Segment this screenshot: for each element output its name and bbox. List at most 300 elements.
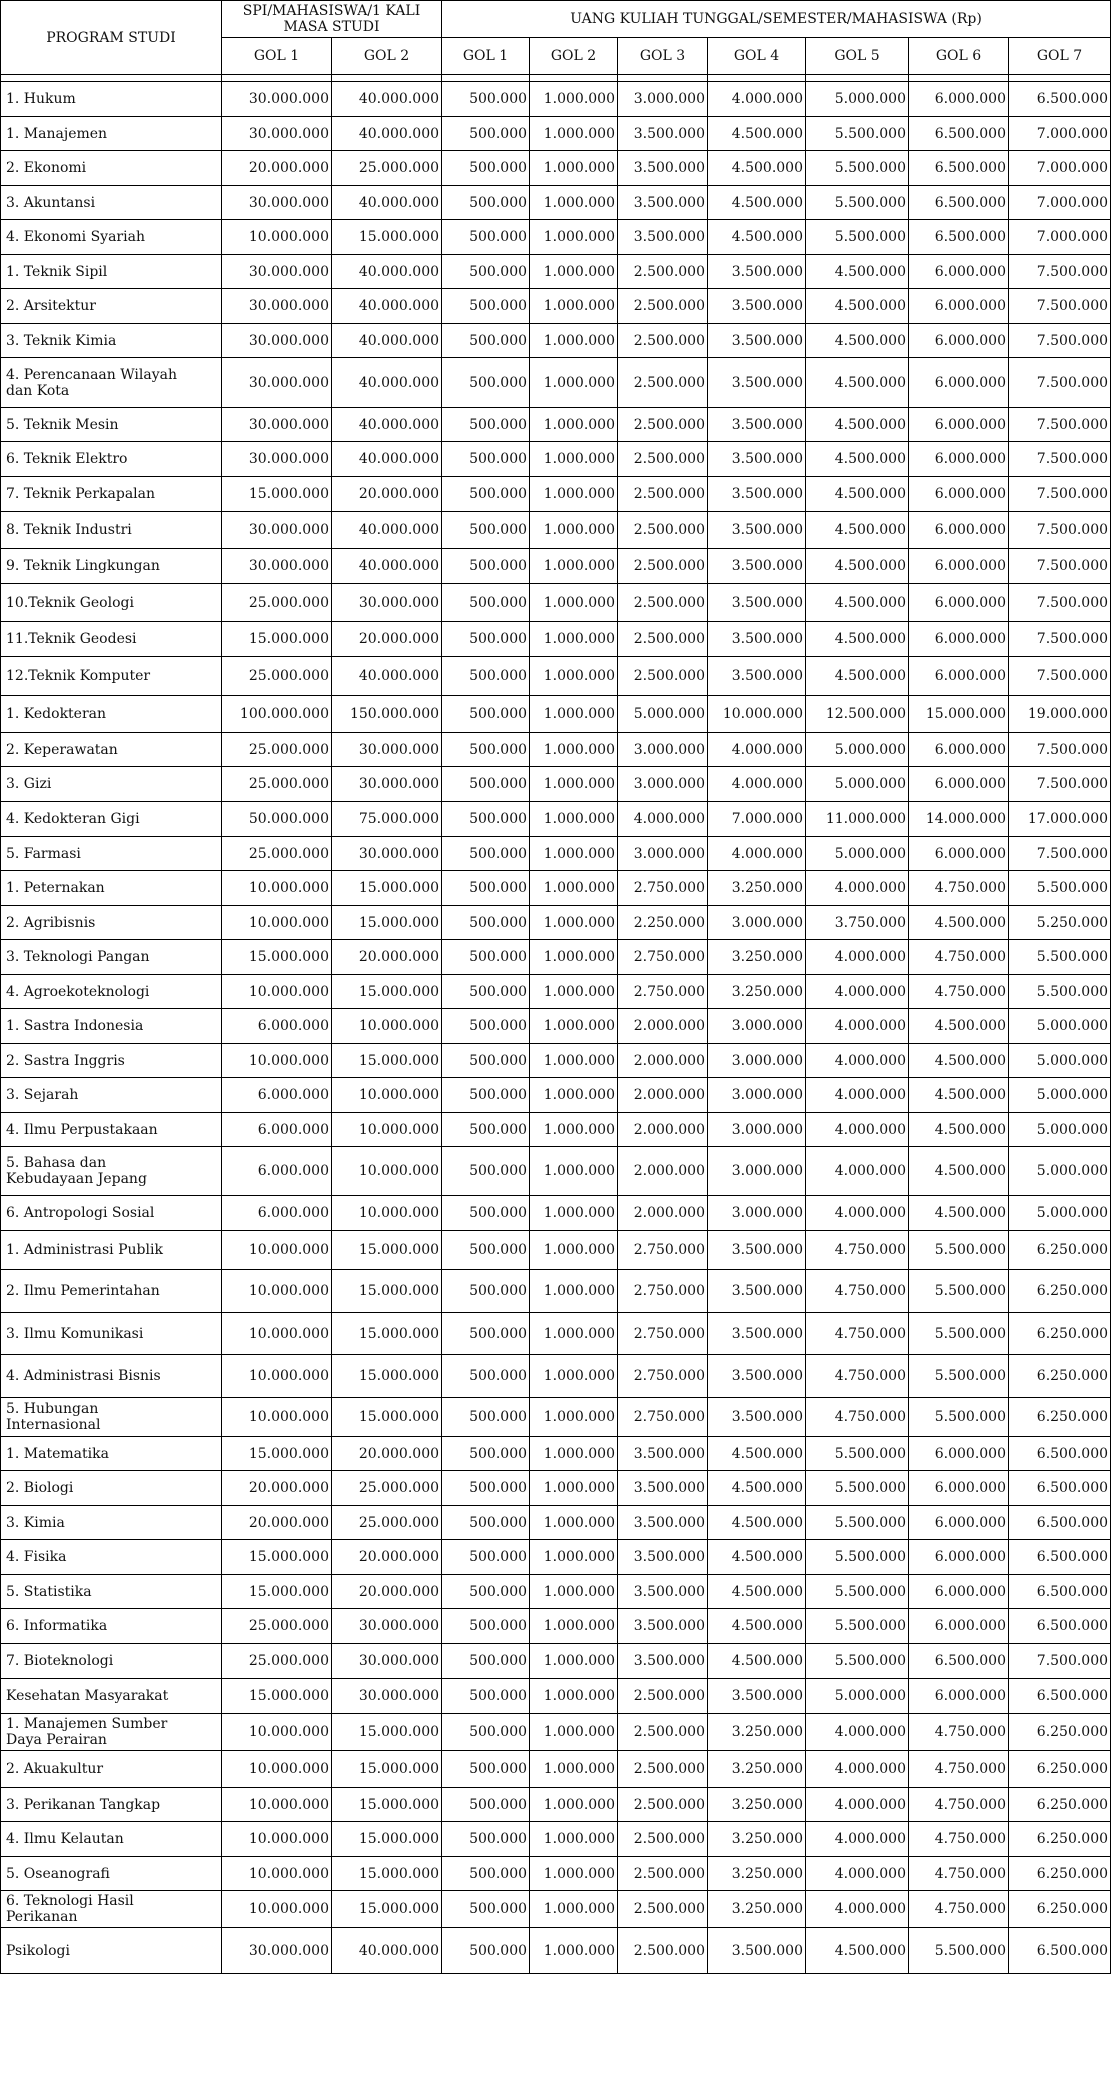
program-name-cell: 2. Agribisnis [1, 906, 222, 940]
ukt-value-cell: 5.000.000 [1009, 1113, 1111, 1147]
table-row [1, 940, 1111, 975]
spi-value-cell: 15.000.000 [332, 1891, 442, 1928]
ukt-value-cell: 6.000.000 [909, 767, 1009, 802]
ukt-value-cell: 5.000.000 [806, 837, 909, 871]
spi-value-cell: 40.000.000 [332, 255, 442, 289]
ukt-value-cell: 4.750.000 [909, 1891, 1009, 1928]
ukt-value-cell: 6.500.000 [1009, 1471, 1111, 1506]
ukt-value-cell: 4.500.000 [708, 186, 806, 220]
table-row [1, 975, 1111, 1009]
ukt-value-cell: 1.000.000 [530, 1231, 618, 1270]
table-row [1, 1313, 1111, 1355]
ukt-value-cell: 6.500.000 [1009, 1928, 1111, 1974]
ukt-value-cell: 2.500.000 [618, 289, 708, 324]
program-name-cell: 6. Teknik Elektro [1, 442, 222, 477]
spi-value-cell: 25.000.000 [332, 151, 442, 186]
table-row [1, 1506, 1111, 1540]
table-row [1, 324, 1111, 358]
ukt-value-cell: 3.500.000 [618, 186, 708, 220]
ukt-value-cell: 6.000.000 [909, 1540, 1009, 1575]
table-row [1, 1540, 1111, 1575]
ukt-value-cell: 15.000.000 [909, 696, 1009, 733]
ukt-value-cell: 6.000.000 [909, 442, 1009, 477]
spi-value-cell: 20.000.000 [332, 622, 442, 657]
spi-value-cell: 10.000.000 [222, 1355, 332, 1398]
ukt-value-cell: 3.250.000 [708, 1891, 806, 1928]
ukt-value-cell: 5.500.000 [909, 1355, 1009, 1398]
ukt-value-cell: 10.000.000 [708, 696, 806, 733]
ukt-value-cell: 1.000.000 [530, 1506, 618, 1540]
ukt-value-cell: 500.000 [442, 255, 530, 289]
ukt-value-cell: 3.250.000 [708, 1751, 806, 1788]
ukt-value-cell: 4.500.000 [909, 1147, 1009, 1196]
ukt-value-cell: 6.000.000 [909, 408, 1009, 442]
spi-value-cell: 30.000.000 [332, 733, 442, 767]
table-row [1, 1044, 1111, 1078]
ukt-value-cell: 4.500.000 [806, 477, 909, 512]
ukt-value-cell: 4.500.000 [708, 1644, 806, 1679]
ukt-value-cell: 4.750.000 [909, 1788, 1009, 1822]
program-name-cell: 2. Sastra Inggris [1, 1044, 222, 1078]
ukt-value-cell: 500.000 [442, 408, 530, 442]
ukt-value-cell: 6.000.000 [909, 549, 1009, 584]
ukt-value-cell: 6.000.000 [909, 255, 1009, 289]
program-name-cell: 4. Agroekoteknologi [1, 975, 222, 1009]
ukt-value-cell: 2.000.000 [618, 1044, 708, 1078]
ukt-value-cell: 500.000 [442, 1857, 530, 1891]
ukt-value-cell: 1.000.000 [530, 1788, 618, 1822]
ukt-value-cell: 500.000 [442, 1270, 530, 1313]
ukt-value-cell: 2.000.000 [618, 1147, 708, 1196]
ukt-value-cell: 6.250.000 [1009, 1714, 1111, 1751]
ukt-value-cell: 14.000.000 [909, 802, 1009, 837]
ukt-value-cell: 3.500.000 [708, 477, 806, 512]
ukt-value-cell: 4.000.000 [708, 837, 806, 871]
spi-value-cell: 20.000.000 [222, 1506, 332, 1540]
table-row [1, 1471, 1111, 1506]
ukt-value-cell: 3.250.000 [708, 975, 806, 1009]
ukt-value-cell: 3.250.000 [708, 1822, 806, 1857]
ukt-value-cell: 500.000 [442, 1575, 530, 1609]
spi-value-cell: 30.000.000 [332, 1644, 442, 1679]
ukt-value-cell: 5.500.000 [806, 186, 909, 220]
ukt-value-cell: 500.000 [442, 767, 530, 802]
ukt-value-cell: 4.500.000 [806, 358, 909, 408]
ukt-value-cell: 6.500.000 [1009, 1437, 1111, 1471]
header-ukt-gol: GOL 6 [909, 38, 1009, 75]
ukt-value-cell: 2.500.000 [618, 584, 708, 622]
ukt-value-cell: 6.500.000 [909, 220, 1009, 255]
ukt-value-cell: 6.250.000 [1009, 1891, 1111, 1928]
ukt-value-cell: 6.000.000 [909, 657, 1009, 696]
ukt-value-cell: 4.500.000 [708, 220, 806, 255]
ukt-value-cell: 500.000 [442, 1437, 530, 1471]
ukt-value-cell: 6.000.000 [909, 733, 1009, 767]
program-name-cell: 1. Matematika [1, 1437, 222, 1471]
header-ukt-gol: GOL 4 [708, 38, 806, 75]
ukt-value-cell: 3.500.000 [708, 1270, 806, 1313]
table-row [1, 1009, 1111, 1044]
program-name-cell: 6. Informatika [1, 1609, 222, 1644]
ukt-value-cell: 1.000.000 [530, 477, 618, 512]
ukt-value-cell: 3.500.000 [618, 1437, 708, 1471]
program-name-cell: 3. Perikanan Tangkap [1, 1788, 222, 1822]
table-row [1, 82, 1111, 117]
ukt-value-cell: 7.000.000 [1009, 220, 1111, 255]
ukt-value-cell: 4.500.000 [806, 549, 909, 584]
spi-value-cell: 30.000.000 [332, 584, 442, 622]
ukt-value-cell: 3.000.000 [708, 906, 806, 940]
table-row [1, 733, 1111, 767]
ukt-value-cell: 500.000 [442, 477, 530, 512]
ukt-value-cell: 500.000 [442, 906, 530, 940]
ukt-value-cell: 5.500.000 [909, 1398, 1009, 1437]
ukt-value-cell: 4.750.000 [806, 1270, 909, 1313]
ukt-value-cell: 3.500.000 [618, 1644, 708, 1679]
program-name-cell: 9. Teknik Lingkungan [1, 549, 222, 584]
ukt-value-cell: 3.500.000 [708, 1313, 806, 1355]
ukt-value-cell: 7.500.000 [1009, 767, 1111, 802]
ukt-value-cell: 7.500.000 [1009, 657, 1111, 696]
ukt-value-cell: 1.000.000 [530, 1009, 618, 1044]
ukt-value-cell: 3.500.000 [708, 255, 806, 289]
ukt-value-cell: 2.500.000 [618, 1857, 708, 1891]
spi-value-cell: 15.000.000 [332, 1751, 442, 1788]
spi-value-cell: 15.000.000 [222, 1437, 332, 1471]
spi-value-cell: 30.000.000 [222, 408, 332, 442]
ukt-value-cell: 3.500.000 [708, 408, 806, 442]
spi-value-cell: 30.000.000 [222, 512, 332, 549]
spi-value-cell: 30.000.000 [222, 358, 332, 408]
ukt-value-cell: 7.500.000 [1009, 358, 1111, 408]
table-row [1, 1891, 1111, 1928]
program-name-cell: 4. Kedokteran Gigi [1, 802, 222, 837]
spi-value-cell: 15.000.000 [332, 1788, 442, 1822]
spi-value-cell: 15.000.000 [222, 940, 332, 975]
ukt-value-cell: 1.000.000 [530, 1822, 618, 1857]
ukt-value-cell: 1.000.000 [530, 186, 618, 220]
ukt-value-cell: 6.000.000 [909, 1506, 1009, 1540]
spi-value-cell: 10.000.000 [222, 1231, 332, 1270]
program-name-cell: 4. Perencanaan Wilayah dan Kota [1, 358, 222, 408]
ukt-value-cell: 1.000.000 [530, 1078, 618, 1113]
spi-value-cell: 40.000.000 [332, 442, 442, 477]
table-row [1, 1078, 1111, 1113]
ukt-value-cell: 2.750.000 [618, 1398, 708, 1437]
ukt-value-cell: 1.000.000 [530, 289, 618, 324]
ukt-value-cell: 6.250.000 [1009, 1231, 1111, 1270]
header-spi-gol: GOL 2 [332, 38, 442, 75]
ukt-value-cell: 3.500.000 [708, 622, 806, 657]
header-spacer-row [1, 75, 1111, 82]
spi-value-cell: 25.000.000 [222, 767, 332, 802]
ukt-value-cell: 500.000 [442, 82, 530, 117]
program-name-cell: 1. Administrasi Publik [1, 1231, 222, 1270]
ukt-value-cell: 2.500.000 [618, 442, 708, 477]
spi-value-cell: 25.000.000 [222, 584, 332, 622]
ukt-value-cell: 1.000.000 [530, 1313, 618, 1355]
ukt-value-cell: 4.750.000 [806, 1355, 909, 1398]
spi-value-cell: 10.000.000 [222, 1270, 332, 1313]
program-name-cell: 7. Teknik Perkapalan [1, 477, 222, 512]
ukt-value-cell: 3.750.000 [806, 906, 909, 940]
ukt-value-cell: 7.500.000 [1009, 289, 1111, 324]
spi-value-cell: 40.000.000 [332, 82, 442, 117]
table-row [1, 657, 1111, 696]
ukt-value-cell: 4.000.000 [806, 1857, 909, 1891]
ukt-value-cell: 2.500.000 [618, 549, 708, 584]
ukt-value-cell: 6.000.000 [909, 477, 1009, 512]
ukt-value-cell: 6.500.000 [1009, 1609, 1111, 1644]
ukt-value-cell: 2.500.000 [618, 1891, 708, 1928]
ukt-value-cell: 4.500.000 [708, 1609, 806, 1644]
program-name-cell: 1. Peternakan [1, 871, 222, 906]
ukt-value-cell: 500.000 [442, 549, 530, 584]
ukt-value-cell: 1.000.000 [530, 1714, 618, 1751]
ukt-value-cell: 500.000 [442, 584, 530, 622]
ukt-value-cell: 2.500.000 [618, 1928, 708, 1974]
ukt-value-cell: 500.000 [442, 802, 530, 837]
ukt-value-cell: 5.000.000 [1009, 1147, 1111, 1196]
ukt-value-cell: 4.000.000 [806, 940, 909, 975]
spi-value-cell: 100.000.000 [222, 696, 332, 733]
ukt-value-cell: 4.500.000 [708, 1471, 806, 1506]
ukt-value-cell: 4.500.000 [708, 151, 806, 186]
ukt-value-cell: 2.750.000 [618, 871, 708, 906]
ukt-value-cell: 3.250.000 [708, 1788, 806, 1822]
ukt-value-cell: 500.000 [442, 940, 530, 975]
ukt-value-cell: 2.500.000 [618, 512, 708, 549]
ukt-value-cell: 2.250.000 [618, 906, 708, 940]
ukt-value-cell: 5.500.000 [806, 1575, 909, 1609]
spi-value-cell: 10.000.000 [222, 1857, 332, 1891]
ukt-value-cell: 500.000 [442, 289, 530, 324]
ukt-value-cell: 3.500.000 [618, 151, 708, 186]
ukt-value-cell: 1.000.000 [530, 324, 618, 358]
table-row [1, 255, 1111, 289]
spi-value-cell: 15.000.000 [332, 220, 442, 255]
spi-value-cell: 10.000.000 [222, 1398, 332, 1437]
ukt-value-cell: 5.500.000 [1009, 871, 1111, 906]
ukt-value-cell: 4.750.000 [909, 1857, 1009, 1891]
ukt-value-cell: 500.000 [442, 1891, 530, 1928]
spi-value-cell: 6.000.000 [222, 1113, 332, 1147]
table-row [1, 906, 1111, 940]
spi-value-cell: 10.000.000 [222, 871, 332, 906]
spi-value-cell: 25.000.000 [222, 1644, 332, 1679]
spi-value-cell: 30.000.000 [222, 549, 332, 584]
spi-value-cell: 10.000.000 [332, 1196, 442, 1231]
ukt-value-cell: 2.000.000 [618, 1196, 708, 1231]
ukt-value-cell: 5.500.000 [909, 1231, 1009, 1270]
ukt-value-cell: 4.500.000 [708, 1506, 806, 1540]
program-name-cell: 2. Biologi [1, 1471, 222, 1506]
ukt-value-cell: 3.500.000 [708, 549, 806, 584]
ukt-value-cell: 3.000.000 [618, 837, 708, 871]
ukt-value-cell: 2.500.000 [618, 1751, 708, 1788]
ukt-value-cell: 5.500.000 [806, 1506, 909, 1540]
spi-value-cell: 25.000.000 [222, 1609, 332, 1644]
ukt-value-cell: 5.500.000 [806, 1540, 909, 1575]
ukt-value-cell: 4.500.000 [708, 1540, 806, 1575]
ukt-value-cell: 6.000.000 [909, 622, 1009, 657]
program-name-cell: 6. Teknologi Hasil Perikanan [1, 1891, 222, 1928]
ukt-value-cell: 7.500.000 [1009, 622, 1111, 657]
ukt-value-cell: 1.000.000 [530, 657, 618, 696]
program-name-cell: 4. Ilmu Kelautan [1, 1822, 222, 1857]
ukt-value-cell: 500.000 [442, 220, 530, 255]
table-row [1, 220, 1111, 255]
spi-value-cell: 150.000.000 [332, 696, 442, 733]
program-name-cell: 1. Teknik Sipil [1, 255, 222, 289]
ukt-value-cell: 2.500.000 [618, 408, 708, 442]
table-row [1, 1928, 1111, 1974]
program-name-cell: 3. Akuntansi [1, 186, 222, 220]
table-row [1, 289, 1111, 324]
table-row [1, 1644, 1111, 1679]
ukt-value-cell: 500.000 [442, 512, 530, 549]
ukt-value-cell: 4.000.000 [806, 1196, 909, 1231]
ukt-value-cell: 500.000 [442, 837, 530, 871]
ukt-value-cell: 6.250.000 [1009, 1270, 1111, 1313]
ukt-value-cell: 4.500.000 [806, 255, 909, 289]
ukt-value-cell: 6.500.000 [909, 117, 1009, 151]
ukt-value-cell: 4.500.000 [806, 1928, 909, 1974]
ukt-value-cell: 6.500.000 [909, 186, 1009, 220]
spi-value-cell: 15.000.000 [332, 1857, 442, 1891]
ukt-value-cell: 3.500.000 [618, 1506, 708, 1540]
spi-value-cell: 30.000.000 [222, 442, 332, 477]
ukt-value-cell: 4.000.000 [708, 733, 806, 767]
ukt-value-cell: 6.500.000 [1009, 1540, 1111, 1575]
spi-value-cell: 15.000.000 [332, 1355, 442, 1398]
ukt-value-cell: 12.500.000 [806, 696, 909, 733]
ukt-value-cell: 2.750.000 [618, 940, 708, 975]
ukt-value-cell: 4.000.000 [806, 1788, 909, 1822]
spi-value-cell: 40.000.000 [332, 1928, 442, 1974]
program-name-cell: 5. Hubungan Internasional [1, 1398, 222, 1437]
ukt-value-cell: 7.000.000 [1009, 117, 1111, 151]
ukt-value-cell: 1.000.000 [530, 1270, 618, 1313]
ukt-value-cell: 1.000.000 [530, 512, 618, 549]
ukt-value-cell: 5.000.000 [806, 82, 909, 117]
ukt-value-cell: 2.500.000 [618, 477, 708, 512]
table-row [1, 1231, 1111, 1270]
table-row [1, 151, 1111, 186]
ukt-value-cell: 1.000.000 [530, 1891, 618, 1928]
ukt-value-cell: 500.000 [442, 1788, 530, 1822]
spi-value-cell: 10.000.000 [222, 1891, 332, 1928]
ukt-value-cell: 4.000.000 [806, 1751, 909, 1788]
ukt-value-cell: 4.000.000 [806, 1714, 909, 1751]
ukt-value-cell: 3.250.000 [708, 940, 806, 975]
ukt-value-cell: 500.000 [442, 442, 530, 477]
ukt-value-cell: 4.750.000 [909, 1822, 1009, 1857]
spi-value-cell: 40.000.000 [332, 512, 442, 549]
ukt-value-cell: 3.500.000 [618, 1471, 708, 1506]
ukt-value-cell: 3.000.000 [708, 1044, 806, 1078]
table-row [1, 186, 1111, 220]
spi-value-cell: 20.000.000 [332, 1575, 442, 1609]
ukt-value-cell: 7.500.000 [1009, 255, 1111, 289]
ukt-value-cell: 1.000.000 [530, 906, 618, 940]
spi-value-cell: 10.000.000 [222, 1751, 332, 1788]
program-name-cell: 5. Teknik Mesin [1, 408, 222, 442]
ukt-value-cell: 500.000 [442, 117, 530, 151]
ukt-value-cell: 1.000.000 [530, 255, 618, 289]
ukt-value-cell: 2.500.000 [618, 1679, 708, 1714]
header-ukt-gol: GOL 7 [1009, 38, 1111, 75]
ukt-value-cell: 5.000.000 [806, 767, 909, 802]
program-name-cell: 3. Sejarah [1, 1078, 222, 1113]
ukt-value-cell: 5.500.000 [909, 1270, 1009, 1313]
spi-value-cell: 40.000.000 [332, 549, 442, 584]
ukt-value-cell: 2.500.000 [618, 1788, 708, 1822]
ukt-value-cell: 1.000.000 [530, 1928, 618, 1974]
ukt-value-cell: 2.500.000 [618, 657, 708, 696]
ukt-value-cell: 19.000.000 [1009, 696, 1111, 733]
ukt-value-cell: 2.000.000 [618, 1078, 708, 1113]
ukt-value-cell: 5.000.000 [618, 696, 708, 733]
spi-value-cell: 30.000.000 [332, 767, 442, 802]
spi-value-cell: 40.000.000 [332, 324, 442, 358]
header-ukt-gol: GOL 1 [442, 38, 530, 75]
ukt-value-cell: 5.000.000 [806, 733, 909, 767]
ukt-value-cell: 4.500.000 [909, 1113, 1009, 1147]
spi-value-cell: 25.000.000 [222, 657, 332, 696]
table-row [1, 1147, 1111, 1196]
spi-value-cell: 6.000.000 [222, 1009, 332, 1044]
table-row [1, 408, 1111, 442]
ukt-value-cell: 3.500.000 [618, 1609, 708, 1644]
ukt-value-cell: 3.500.000 [708, 324, 806, 358]
ukt-value-cell: 2.500.000 [618, 622, 708, 657]
ukt-value-cell: 4.000.000 [806, 1891, 909, 1928]
table-row [1, 584, 1111, 622]
ukt-value-cell: 6.500.000 [1009, 82, 1111, 117]
program-name-cell: 5. Bahasa dan Kebudayaan Jepang [1, 1147, 222, 1196]
ukt-value-cell: 6.000.000 [909, 837, 1009, 871]
spi-value-cell: 6.000.000 [222, 1078, 332, 1113]
header-program-studi: PROGRAM STUDI [1, 1, 222, 75]
ukt-value-cell: 4.750.000 [909, 1751, 1009, 1788]
ukt-value-cell: 500.000 [442, 1044, 530, 1078]
spi-value-cell: 40.000.000 [332, 408, 442, 442]
spi-value-cell: 6.000.000 [222, 1147, 332, 1196]
spi-value-cell: 25.000.000 [222, 733, 332, 767]
ukt-value-cell: 500.000 [442, 186, 530, 220]
table-row [1, 1398, 1111, 1437]
program-name-cell: 1. Hukum [1, 82, 222, 117]
ukt-value-cell: 1.000.000 [530, 358, 618, 408]
program-name-cell: 4. Ekonomi Syariah [1, 220, 222, 255]
ukt-value-cell: 5.500.000 [909, 1928, 1009, 1974]
ukt-value-cell: 7.500.000 [1009, 442, 1111, 477]
spi-value-cell: 30.000.000 [222, 117, 332, 151]
table-row [1, 1714, 1111, 1751]
ukt-value-cell: 500.000 [442, 1355, 530, 1398]
spi-value-cell: 15.000.000 [332, 1270, 442, 1313]
ukt-value-cell: 3.500.000 [708, 1928, 806, 1974]
ukt-value-cell: 500.000 [442, 1714, 530, 1751]
ukt-value-cell: 3.250.000 [708, 1857, 806, 1891]
ukt-value-cell: 4.000.000 [806, 1078, 909, 1113]
ukt-value-cell: 4.500.000 [708, 1437, 806, 1471]
ukt-value-cell: 3.000.000 [708, 1113, 806, 1147]
fee-table-body [1, 82, 1111, 1974]
spi-value-cell: 15.000.000 [332, 1822, 442, 1857]
program-name-cell: 5. Oseanografi [1, 1857, 222, 1891]
